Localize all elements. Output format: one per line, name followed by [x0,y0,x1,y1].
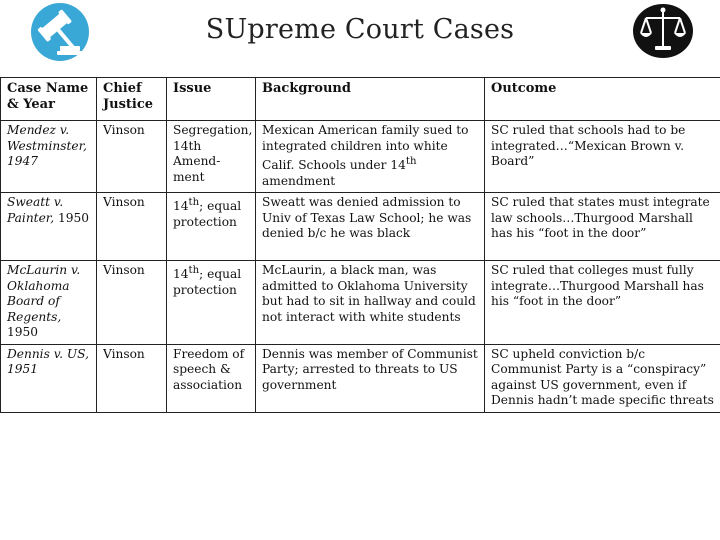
background-sup: th [405,156,417,167]
case-name-cell [1,121,97,193]
outcome-cell: SC ruled that colleges must fully integrate…Thurgood Marshall has his “foot in the door” [485,261,720,345]
chief-justice-cell: Vinson [97,261,167,345]
header-issue: Issue [167,78,256,121]
outcome-cell: SC upheld conviction b/c Communist Party is a “conspiracy” against US government, even if Dennis hadn’t made specific threats [485,344,720,412]
case-year: 1950 [7,325,39,340]
case-year: 1947 [7,154,39,168]
background-cell: Sweatt was denied admission to Univ of Texas Law School; he was denied b/c he was black [256,193,485,261]
issue-rest: ; equal protection [173,267,242,297]
page-title: SUpreme Court Cases [205,14,515,45]
case-name-cell [1,261,97,345]
issue-cell [167,193,256,261]
table-row [1,261,720,345]
background-text: Mexican American family sued to integrated children into white Calif. Schools under 14 [262,123,469,173]
issue-cell: Freedom of speech & association [167,344,256,412]
chief-justice-cell: Vinson [97,344,167,412]
background-cell: Dennis was member of Communist Party; arrested to threats to US government [256,344,485,412]
outcome-cell: SC ruled that states must integrate law schools…Thurgood Marshall has his “foot in the door” [485,193,720,261]
outcome-cell: SC ruled that schools had to be integrated…“Mexican Brown v. Board” [485,121,720,193]
issue-cell: Segregation, 14th Amend-ment [167,121,256,193]
background-cell [256,121,485,193]
background-cell: McLaurin, a black man, was admitted to Oklahoma University but had to sit in hallway and could not interact with white students [256,261,485,345]
chief-justice-cell: Vinson [97,193,167,261]
table-header-row [1,78,720,121]
cases-table [0,77,720,413]
case-name-cell [1,193,97,261]
issue-cell [167,261,256,345]
case-title: McLaurin v. Oklahoma Board of Regents, [7,263,81,324]
case-year: 1951 [7,362,39,377]
chief-justice-cell: Vinson [97,121,167,193]
scales-of-justice-icon [632,1,694,59]
table-row [1,344,720,412]
case-title: Dennis v. US, [7,346,89,361]
background-end: amendment [262,173,336,188]
case-title: Sweatt v. Painter, [7,195,64,225]
header-chief-justice: Chief Justice [97,78,167,121]
table-row [1,193,720,261]
case-title: Mendez v. Westminster, [7,123,87,153]
issue-num: 14 [173,267,189,282]
case-name-cell [1,344,97,412]
header-outcome: Outcome [485,78,720,121]
issue-num: 14 [173,199,189,214]
case-year: 1950 [58,210,90,225]
issue-rest: ; equal protection [173,199,242,229]
header-background: Background [256,78,485,121]
table-row [1,121,720,193]
header-case-name: Case Name & Year [1,78,97,121]
issue-sup: th [188,265,200,277]
issue-sup: th [188,197,200,209]
